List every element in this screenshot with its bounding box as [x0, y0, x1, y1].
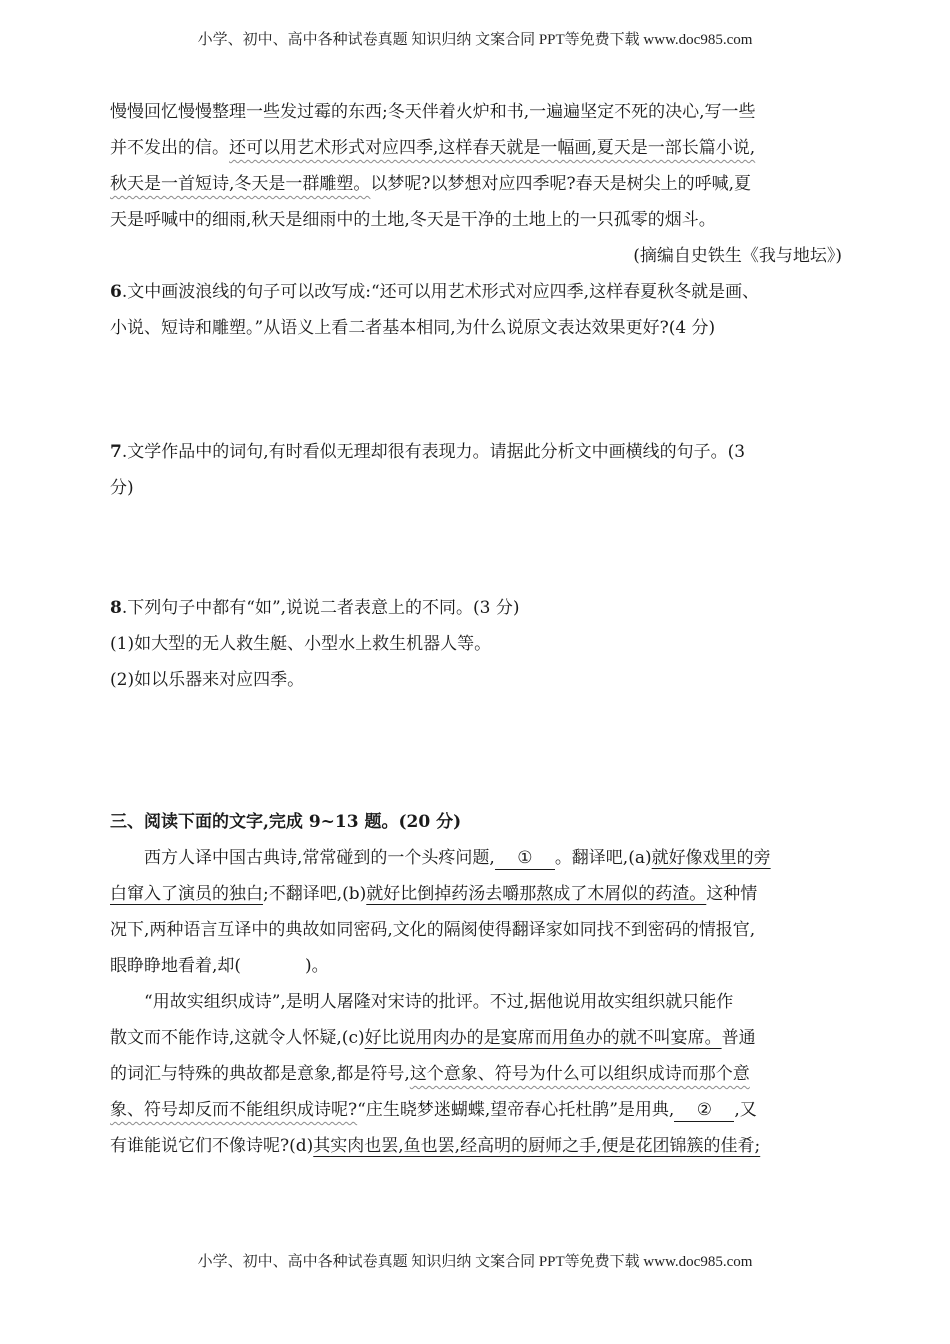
answer-space-q8	[110, 698, 842, 804]
underlined-sentence-a: 就好像戏里的旁	[651, 848, 771, 868]
passage2-p2-line4: 象、符号却反而不能组织成诗呢?“庄生晓梦迷蝴蝶,望帝春心托杜鹃”是用典, ② ,又	[110, 1100, 757, 1120]
passage2-p2-line3: 的词汇与特殊的典故都是意象,都是符号,这个意象、符号为什么可以组织成诗而那个意	[110, 1064, 750, 1084]
question-7-line1: 7.文学作品中的词句,有时看似无理却很有表现力。请据此分析文中画横线的句子。(3	[110, 442, 746, 462]
passage2-p1-line1: 西方人译中国古典诗,常常碰到的一个头疼问题, ① 。翻译吧,(a)就好像戏里的旁	[144, 848, 771, 868]
passage2-p2-line2: 散文而不能作诗,这就令人怀疑,(c)好比说用肉办的是宴席而用鱼办的就不叫宴席。普通	[110, 1028, 756, 1048]
wavy-underlined-sentence: 还可以用艺术形式对应四季,这样春天就是一幅画,夏天是一部长篇小说,	[229, 138, 756, 158]
question-8-number: 8	[110, 598, 122, 618]
question-8-item1: (1)如大型的无人救生艇、小型水上救生机器人等。	[110, 634, 492, 654]
passage2-p1-line4: 眼睁睁地看着,却( )。	[110, 956, 329, 976]
passage1-source: (摘编自史铁生《我与地坛》)	[633, 246, 842, 266]
underlined-sentence-b: 就好比倒掉药汤去嚼那熬成了木屑似的药渣。	[366, 884, 707, 904]
passage1-line2: 并不发出的信。还可以用艺术形式对应四季,这样春天就是一幅画,夏天是一部长篇小说,	[110, 138, 756, 158]
wavy-underlined-question: 这个意象、符号为什么可以组织成诗而那个意	[409, 1064, 750, 1084]
question-7-number: 7	[110, 442, 122, 462]
question-8-item2: (2)如以乐器来对应四季。	[110, 670, 305, 690]
passage2-p1-line2: 白窜入了演员的独白;不翻译吧,(b)就好比倒掉药汤去嚼那熬成了木屑似的药渣。这种情	[110, 884, 758, 904]
page-header: 小学、初中、高中各种试卷真题 知识归纳 文案合同 PPT等免费下载 www.doc985.com	[197, 32, 753, 48]
underlined-sentence-d: 其实肉也罢,鱼也罢,经高明的厨师之手,便是花团锦簇的佳肴;	[313, 1136, 761, 1156]
passage2-p2-line5: 有谁能说它们不像诗呢?(d)其实肉也罢,鱼也罢,经高明的厨师之手,便是花团锦簇的佳肴;	[110, 1136, 761, 1156]
fill-blank-2: ②	[674, 1099, 734, 1122]
passage1-line4: 天是呼喊中的细雨,秋天是细雨中的土地,冬天是干净的土地上的一只孤零的烟斗。	[110, 210, 716, 230]
answer-space-q6	[110, 346, 842, 434]
question-6-line2: 小说、短诗和雕塑。”从语义上看二者基本相同,为什么说原文表达效果更好?(4 分)	[110, 318, 716, 338]
page-footer: 小学、初中、高中各种试卷真题 知识归纳 文案合同 PPT等免费下载 www.doc985.com	[197, 1254, 753, 1270]
passage1-line3: 秋天是一首短诗,冬天是一群雕塑。以梦呢?以梦想对应四季呢?春天是树尖上的呼喊,夏	[110, 174, 752, 194]
section-3-title: 三、阅读下面的文字,完成 9~13 题。(20 分)	[110, 812, 462, 832]
passage2-p2-line1: “用故实组织成诗”,是明人屠隆对宋诗的批评。不过,据他说用故实组织就只能作	[144, 992, 734, 1012]
wavy-underlined-question-cont: 象、符号却反而不能组织成诗呢?	[110, 1100, 358, 1120]
underlined-sentence-c: 好比说用肉办的是宴席而用鱼办的就不叫宴席。	[364, 1028, 722, 1048]
wavy-underlined-sentence-cont: 秋天是一首短诗,冬天是一群雕塑。	[110, 174, 371, 194]
passage1-line1: 慢慢回忆慢慢整理一些发过霉的东西;冬天伴着火炉和书,一遍遍坚定不死的决心,写一些	[110, 102, 756, 122]
question-8-line1: 8.下列句子中都有“如”,说说二者表意上的不同。(3 分)	[110, 598, 520, 618]
question-6-line1: 6.文中画波浪线的句子可以改写成:“还可以用艺术形式对应四季,这样春夏秋冬就是画、	[110, 282, 760, 302]
passage2-p1-line3: 况下,两种语言互译中的典故如同密码,文化的隔阂使得翻译家如同找不到密码的情报官,	[110, 920, 756, 940]
underlined-sentence-a-cont: 白窜入了演员的独白	[110, 884, 263, 904]
fill-blank-1: ①	[495, 847, 555, 870]
question-7-line2: 分)	[110, 478, 134, 498]
page-content	[110, 94, 842, 1164]
question-6-number: 6	[110, 282, 122, 302]
answer-space-q7	[110, 506, 842, 590]
